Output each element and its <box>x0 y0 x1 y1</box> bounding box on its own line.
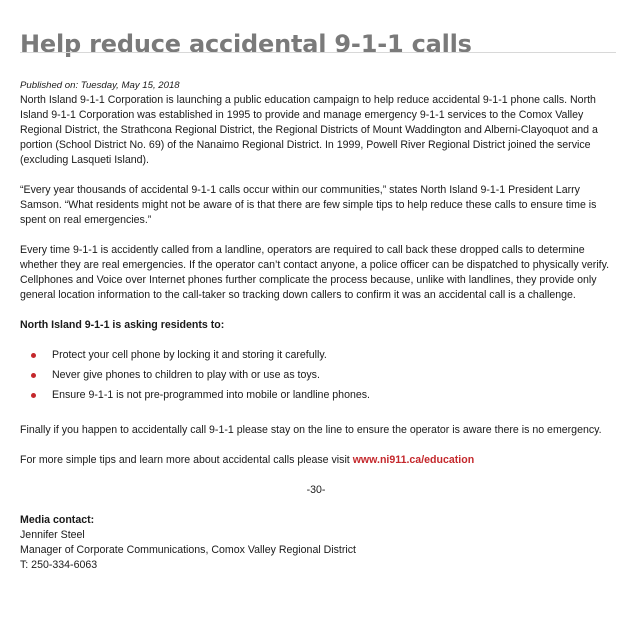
article-body <box>20 78 612 573</box>
list-item <box>20 348 612 363</box>
list-item <box>20 368 612 383</box>
bullet-icon <box>31 353 36 358</box>
tips-list <box>20 348 612 403</box>
asking-heading: North Island 9-1-1 is asking residents to: <box>20 319 225 331</box>
tip-text: Protect your cell phone by locking it and storing it carefully. <box>52 349 327 361</box>
title-divider <box>20 52 616 53</box>
paragraph-more-tips <box>20 453 612 468</box>
page-title: Help reduce accidental 9-1-1 calls <box>20 30 472 59</box>
paragraph-intro: North Island 9-1-1 Corporation is launching a public education campaign to help reduce accidental 9-1-1 phone calls. North Island 9-1-1 Corporation was established in 1995 to provide and manage emergency 9-1-1 services to the Comox Valley Regional District, the Strathcona Regional District, the Regional Districts of Mount Waddington and Alberni-Clayoquot and a portion (School District No. 69) of the Nanaimo Regional District. In 1999, Powell River Regional District joined the service (excluding Lasqueti Island). <box>20 94 598 166</box>
paragraph-landline: Every time 9-1-1 is accidently called from a landline, operators are required to call back these dropped calls to determine whether they are real emergencies. If the operator can’t contact anyone, a police officer can be dispatched to physically verify. Cellphones and Voice over Internet phones further complicate the process because, unlike with landlines, they provide only general location information to the call-taker so tracking down callers to confirm it was an accidental call is a challenge. <box>20 244 610 301</box>
tip-text: Ensure 9-1-1 is not pre-programmed into mobile or landline phones. <box>52 389 370 401</box>
more-tips-text: For more simple tips and learn more about accidental calls please visit <box>20 454 353 466</box>
paragraph-quote: “Every year thousands of accidental 9-1-1 calls occur within our communities,” states North Island 9-1-1 President Larry Samson. “What residents might not be aware of is that there are few simple tips to help reduce these calls to ensure time is spent on real emergencies.” <box>20 184 597 226</box>
end-mark: -30- <box>306 484 326 496</box>
published-date: Published on: Tuesday, May 15, 2018 <box>20 80 180 91</box>
bullet-icon <box>31 393 36 398</box>
tip-text: Never give phones to children to play with or use as toys. <box>52 369 320 381</box>
education-link[interactable]: www.ni911.ca/education <box>352 454 475 466</box>
paragraph-finally: Finally if you happen to accidentally call 9-1-1 please stay on the line to ensure the operator is aware there is no emergency. <box>20 424 602 436</box>
contact-role: Manager of Corporate Communications, Comox Valley Regional District <box>20 544 356 556</box>
list-item <box>20 388 612 403</box>
contact-phone: T: 250-334-6063 <box>20 559 98 571</box>
media-contact-heading: Media contact: <box>20 514 95 526</box>
contact-name: Jennifer Steel <box>20 529 85 541</box>
bullet-icon <box>31 373 36 378</box>
